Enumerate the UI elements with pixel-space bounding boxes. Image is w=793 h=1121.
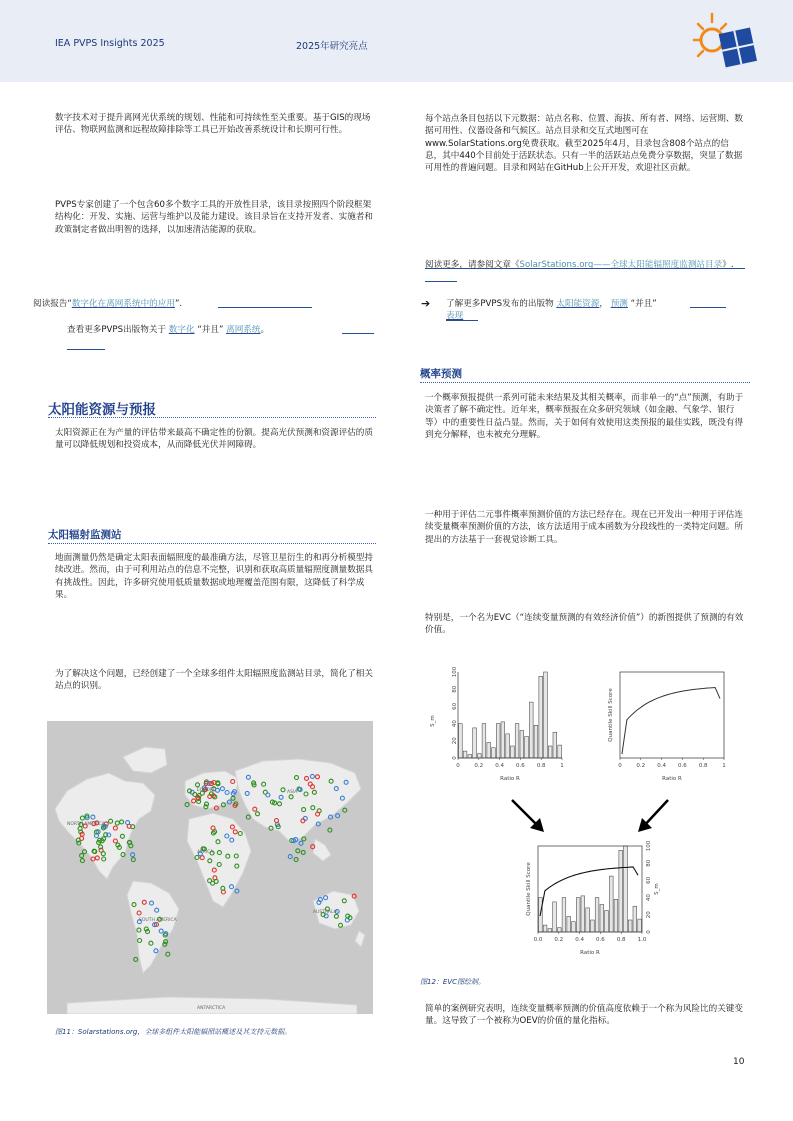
y-axis-label: S_m bbox=[430, 715, 436, 727]
intro-paragraph-1: 数字技术对于提升离网光伏系统的规划、性能和可持续性至关重要。基于GIS的现场评估、物联网监测和远程故障排除等工具已开始改善系统设计和长期可行性。 bbox=[55, 113, 371, 136]
x-tick-label: 0.8 bbox=[698, 763, 708, 769]
learn-more-and: “并且” bbox=[630, 299, 657, 309]
histogram-bar bbox=[633, 906, 637, 932]
y-tick-label: 100 bbox=[452, 666, 458, 678]
histogram-bar bbox=[581, 896, 585, 932]
y-tick-label-right: 20 bbox=[646, 911, 652, 919]
read-report-prefix: 阅读报告“ bbox=[33, 299, 72, 309]
x-tick-label: 0.2 bbox=[474, 763, 484, 769]
histogram-bar bbox=[576, 898, 580, 932]
x-tick-label: 0.4 bbox=[495, 763, 504, 769]
x-tick-label: 1 bbox=[722, 763, 726, 769]
histogram-bar bbox=[459, 724, 463, 758]
more-pubs-suffix: 。 bbox=[260, 325, 270, 335]
x-tick-label: 0.6 bbox=[678, 763, 687, 769]
histogram-bar bbox=[553, 732, 557, 758]
x-tick-label: 0.6 bbox=[596, 937, 605, 943]
world-station-map[interactable] bbox=[47, 721, 373, 1014]
read-report-link[interactable]: 数字化在离网系统中的应用 bbox=[71, 299, 175, 309]
figure-12-caption: 图12：EVC图绘制。 bbox=[420, 978, 486, 986]
histogram-bar bbox=[468, 755, 472, 758]
y-tick-label: 80 bbox=[452, 685, 458, 693]
arrow-down-left-icon bbox=[638, 800, 668, 832]
read-more-line bbox=[425, 259, 747, 271]
histogram-bar bbox=[614, 899, 618, 932]
solar-resource-paragraph: 太阳资源正在为产量的评估带来最高不确定性的份额。提高光伏预测和资源评估的质量可以降低规划和投资成本，从而降低光伏并网障碍。 bbox=[55, 428, 373, 451]
histogram-bar bbox=[600, 905, 604, 933]
read-report-underline bbox=[218, 307, 312, 308]
subsection-title-monitoring-stations: 太阳辐射监测站 bbox=[48, 529, 122, 541]
arrow-right-icon: ➔ bbox=[421, 297, 431, 310]
histogram-bar bbox=[548, 929, 552, 932]
y-axis-label-right: S_m bbox=[654, 883, 660, 895]
subsection-title-probabilistic-forecast: 概率预测 bbox=[420, 368, 462, 380]
histogram-bar bbox=[477, 754, 481, 758]
more-pubs-line bbox=[67, 324, 377, 336]
evc-figure bbox=[420, 660, 760, 970]
histogram-bar bbox=[553, 902, 557, 932]
arrow-down-right-icon bbox=[512, 800, 544, 832]
more-pubs-and: “并且” bbox=[197, 325, 224, 335]
read-more-underline-2 bbox=[425, 281, 457, 282]
histogram-bar bbox=[562, 898, 566, 932]
histogram-bar bbox=[557, 928, 561, 932]
header-center-title: 2025年研究亮点 bbox=[296, 41, 368, 52]
histogram-bar bbox=[591, 920, 595, 932]
x-tick-label: 0.2 bbox=[554, 937, 564, 943]
continent-label: AUSTRALIA bbox=[313, 910, 338, 915]
y-tick-label: 20 bbox=[452, 737, 458, 745]
continent-label: ANTARCTICA bbox=[197, 1006, 226, 1011]
x-tick-label: 0 bbox=[618, 763, 622, 769]
more-pubs-offgrid-link[interactable]: 离网系统 bbox=[226, 325, 261, 335]
learn-more-solar-resource-link[interactable]: 太阳能资源 bbox=[556, 299, 600, 309]
x-tick-label: 0 bbox=[456, 763, 460, 769]
learn-more-underline-2 bbox=[446, 320, 478, 321]
learn-more-forecast-link[interactable]: 预测 bbox=[610, 299, 628, 309]
histogram-bar bbox=[567, 917, 571, 933]
histogram-bar bbox=[515, 724, 519, 758]
y-axis-label: Quantile Skill Score bbox=[608, 688, 614, 742]
histogram-bar bbox=[572, 922, 576, 932]
x-axis-label: Ratio R bbox=[500, 776, 520, 782]
section-title-rule bbox=[48, 417, 376, 418]
stations-metadata-paragraph: 每个站点条目包括以下元数据：站点名称、位置、海拔、所有者、网络、运营期、数据可用性、仪器设备和气候区。站点目录和交互式地图可在www.SolarStations.org免费获取。截至2025年4月，目录包含808个站点的信息，其中440个目前处于活跃状态。只有一半的活跃站点免费分享数据，突显了数据可用性的普遍问题。目录和网站在GitHub上公开开发，欢迎社区贡献。 bbox=[425, 114, 743, 174]
more-pubs-underline-1 bbox=[342, 333, 374, 334]
x-axis-label: Ratio R bbox=[662, 776, 682, 782]
histogram-bar bbox=[605, 911, 609, 933]
histogram-bar bbox=[609, 876, 613, 932]
histogram-bar bbox=[586, 908, 590, 932]
y-tick-label-right: 80 bbox=[646, 859, 652, 867]
x-tick-label: 1.0 bbox=[637, 937, 647, 943]
read-report-line bbox=[33, 298, 333, 310]
read-more-underline-1 bbox=[425, 268, 745, 269]
histogram-bar bbox=[534, 725, 538, 758]
x-axis-label: Ratio R bbox=[580, 950, 600, 956]
figure-11-caption: 图11：Solarstations.org，全球多组件太阳能辐照站概述及其支持元数据。 bbox=[55, 1028, 292, 1036]
histogram-bar bbox=[492, 748, 496, 758]
y-tick-label-right: 60 bbox=[646, 876, 652, 884]
continent-label: EUROPE bbox=[197, 788, 216, 793]
y-tick-label: 60 bbox=[452, 702, 458, 710]
histogram-bar bbox=[511, 746, 515, 758]
monitoring-paragraph-2: 为了解决这个问题，已经创建了一个全球多组件太阳辐照度监测站目录，简化了相关站点的识别。 bbox=[55, 669, 373, 692]
evc-skill-curve-top-right bbox=[608, 672, 726, 782]
histogram-bar bbox=[638, 919, 642, 932]
histogram-bar bbox=[487, 743, 491, 759]
histogram-bar bbox=[501, 722, 505, 758]
histogram-bar bbox=[624, 846, 628, 932]
evc-histogram-top-left bbox=[430, 666, 564, 782]
read-more-article-link[interactable]: SolarStations.org——全球太阳能辐照度监测站目录 bbox=[519, 260, 723, 270]
monitoring-paragraph-1: 地面测量仍然是确定太阳表面辐照度的最准确方法，尽管卫星衍生的和再分析模型持续改进。然而，由于可利用站点的信息不完整，识别和获取高质量辐照度测量数据具有挑战性。因此，许多研究使用低质量数据或地理覆盖范围有限，这降低了科学成果。 bbox=[55, 553, 373, 600]
histogram-bar bbox=[520, 731, 524, 759]
histogram-bar bbox=[496, 724, 500, 758]
y-tick-label-right: 0 bbox=[646, 930, 652, 934]
histogram-bar bbox=[543, 925, 547, 932]
histogram-bar bbox=[463, 751, 467, 758]
histogram-bar bbox=[539, 676, 543, 758]
y-tick-label: 40 bbox=[452, 720, 458, 728]
y-tick-label: 0 bbox=[452, 756, 458, 760]
skill-curve-line bbox=[622, 688, 720, 755]
evc-combined-plot bbox=[526, 840, 660, 956]
x-tick-label: 0.8 bbox=[616, 937, 626, 943]
x-tick-label: 0.2 bbox=[636, 763, 646, 769]
learn-more-underline-1 bbox=[690, 307, 726, 308]
x-tick-label: 0.4 bbox=[575, 937, 584, 943]
read-report-suffix: ”. bbox=[174, 299, 183, 309]
sun-panel-logo bbox=[690, 10, 762, 76]
page-number: 10 bbox=[733, 1057, 745, 1067]
learn-more-prefix: 了解更多PVPS发布的出版物 bbox=[446, 299, 554, 309]
y-axis-label-left: Quantile Skill Score bbox=[526, 862, 532, 916]
histogram-bar bbox=[506, 734, 510, 758]
intro-paragraph-2: PVPS专家创建了一个包含60多个数字工具的开放性目录，该目录按照四个阶段框架结构化：开发、实施、运营与维护以及能力建设。该目录旨在支持开发者、实施者和政策制定者做出明智的选择，以加速清洁能源的获取。 bbox=[55, 200, 373, 235]
histogram-bar bbox=[529, 702, 533, 758]
prob-paragraph-2: 一种用于评估二元事件概率预测价值的方法已经存在。现在已开发出一种用于评估连续变量概率预测价值的方法，该方法适用于成本函数为分段线性的一类特定问题。所提出的方法基于一套视觉诊断工具。 bbox=[425, 510, 743, 545]
histogram-bar bbox=[628, 920, 632, 932]
plot-frame bbox=[620, 672, 724, 758]
histogram-bar bbox=[525, 737, 529, 759]
x-tick-label: 0.6 bbox=[516, 763, 525, 769]
histogram-bar bbox=[619, 850, 623, 932]
x-tick-label: 0.4 bbox=[657, 763, 666, 769]
more-pubs-underline-2 bbox=[67, 349, 105, 350]
read-more-prefix: 阅读更多，请参阅文章《 bbox=[425, 260, 520, 270]
learn-more-line: 了解更多PVPS发布的出版物 太阳能资源， 预测 “并且” 表现 bbox=[446, 299, 657, 322]
read-more-suffix: 》. bbox=[722, 260, 734, 270]
learn-more-performance-link[interactable]: 表现 bbox=[446, 311, 464, 322]
continent-label: AFRICA bbox=[197, 850, 214, 855]
x-tick-label: 0.0 bbox=[533, 937, 543, 943]
subsection-title-rule bbox=[48, 543, 376, 544]
histogram-bar bbox=[544, 672, 548, 758]
continent-label: SOUTH AMERICA bbox=[139, 918, 177, 923]
continent-label: ASIA bbox=[287, 790, 298, 795]
prob-paragraph-4: 简单的案例研究表明，连续变量概率预测的价值高度依赖于一个称为风险比的关键变量。这导致了一个被称为OEV的价值的量化指标。 bbox=[425, 1004, 743, 1027]
header-left-title: IEA PVPS Insights 2025 bbox=[55, 38, 165, 49]
histogram-bar bbox=[473, 728, 477, 758]
section-title-solar-resource: 太阳能资源与预报 bbox=[48, 402, 156, 418]
prob-title-rule bbox=[420, 382, 750, 383]
x-tick-label: 0.8 bbox=[536, 763, 546, 769]
more-pubs-digital-link[interactable]: 数字化 bbox=[168, 325, 195, 335]
histogram-bar bbox=[482, 724, 486, 758]
continent-label: NORTH AMERICA bbox=[67, 822, 105, 827]
y-tick-label-right: 100 bbox=[646, 840, 652, 852]
histogram-bar bbox=[558, 745, 562, 758]
histogram-bar bbox=[548, 746, 552, 758]
more-pubs-prefix: 查看更多PVPS出版物关于 bbox=[67, 325, 167, 335]
histogram-bar bbox=[595, 898, 599, 932]
prob-paragraph-3: 特别是，一个名为EVC（“连续变量预测的有效经济价值”）的新图提供了预测的有效价值。 bbox=[425, 613, 744, 636]
y-tick-label-right: 40 bbox=[646, 894, 652, 902]
prob-paragraph-1: 一个概率预报提供一系列可能未来结果及其相关概率，而非单一的“点”预测，有助于决策者了解不确定性。近年来，概率预报在众多研究领域（如金融、气象学、银行等）中的重要性日益凸显。然而，关于如何有效使用这类预报的最佳实践，既没有得到充分解释，也未被充分理解。 bbox=[425, 393, 744, 440]
x-tick-label: 1 bbox=[560, 763, 564, 769]
